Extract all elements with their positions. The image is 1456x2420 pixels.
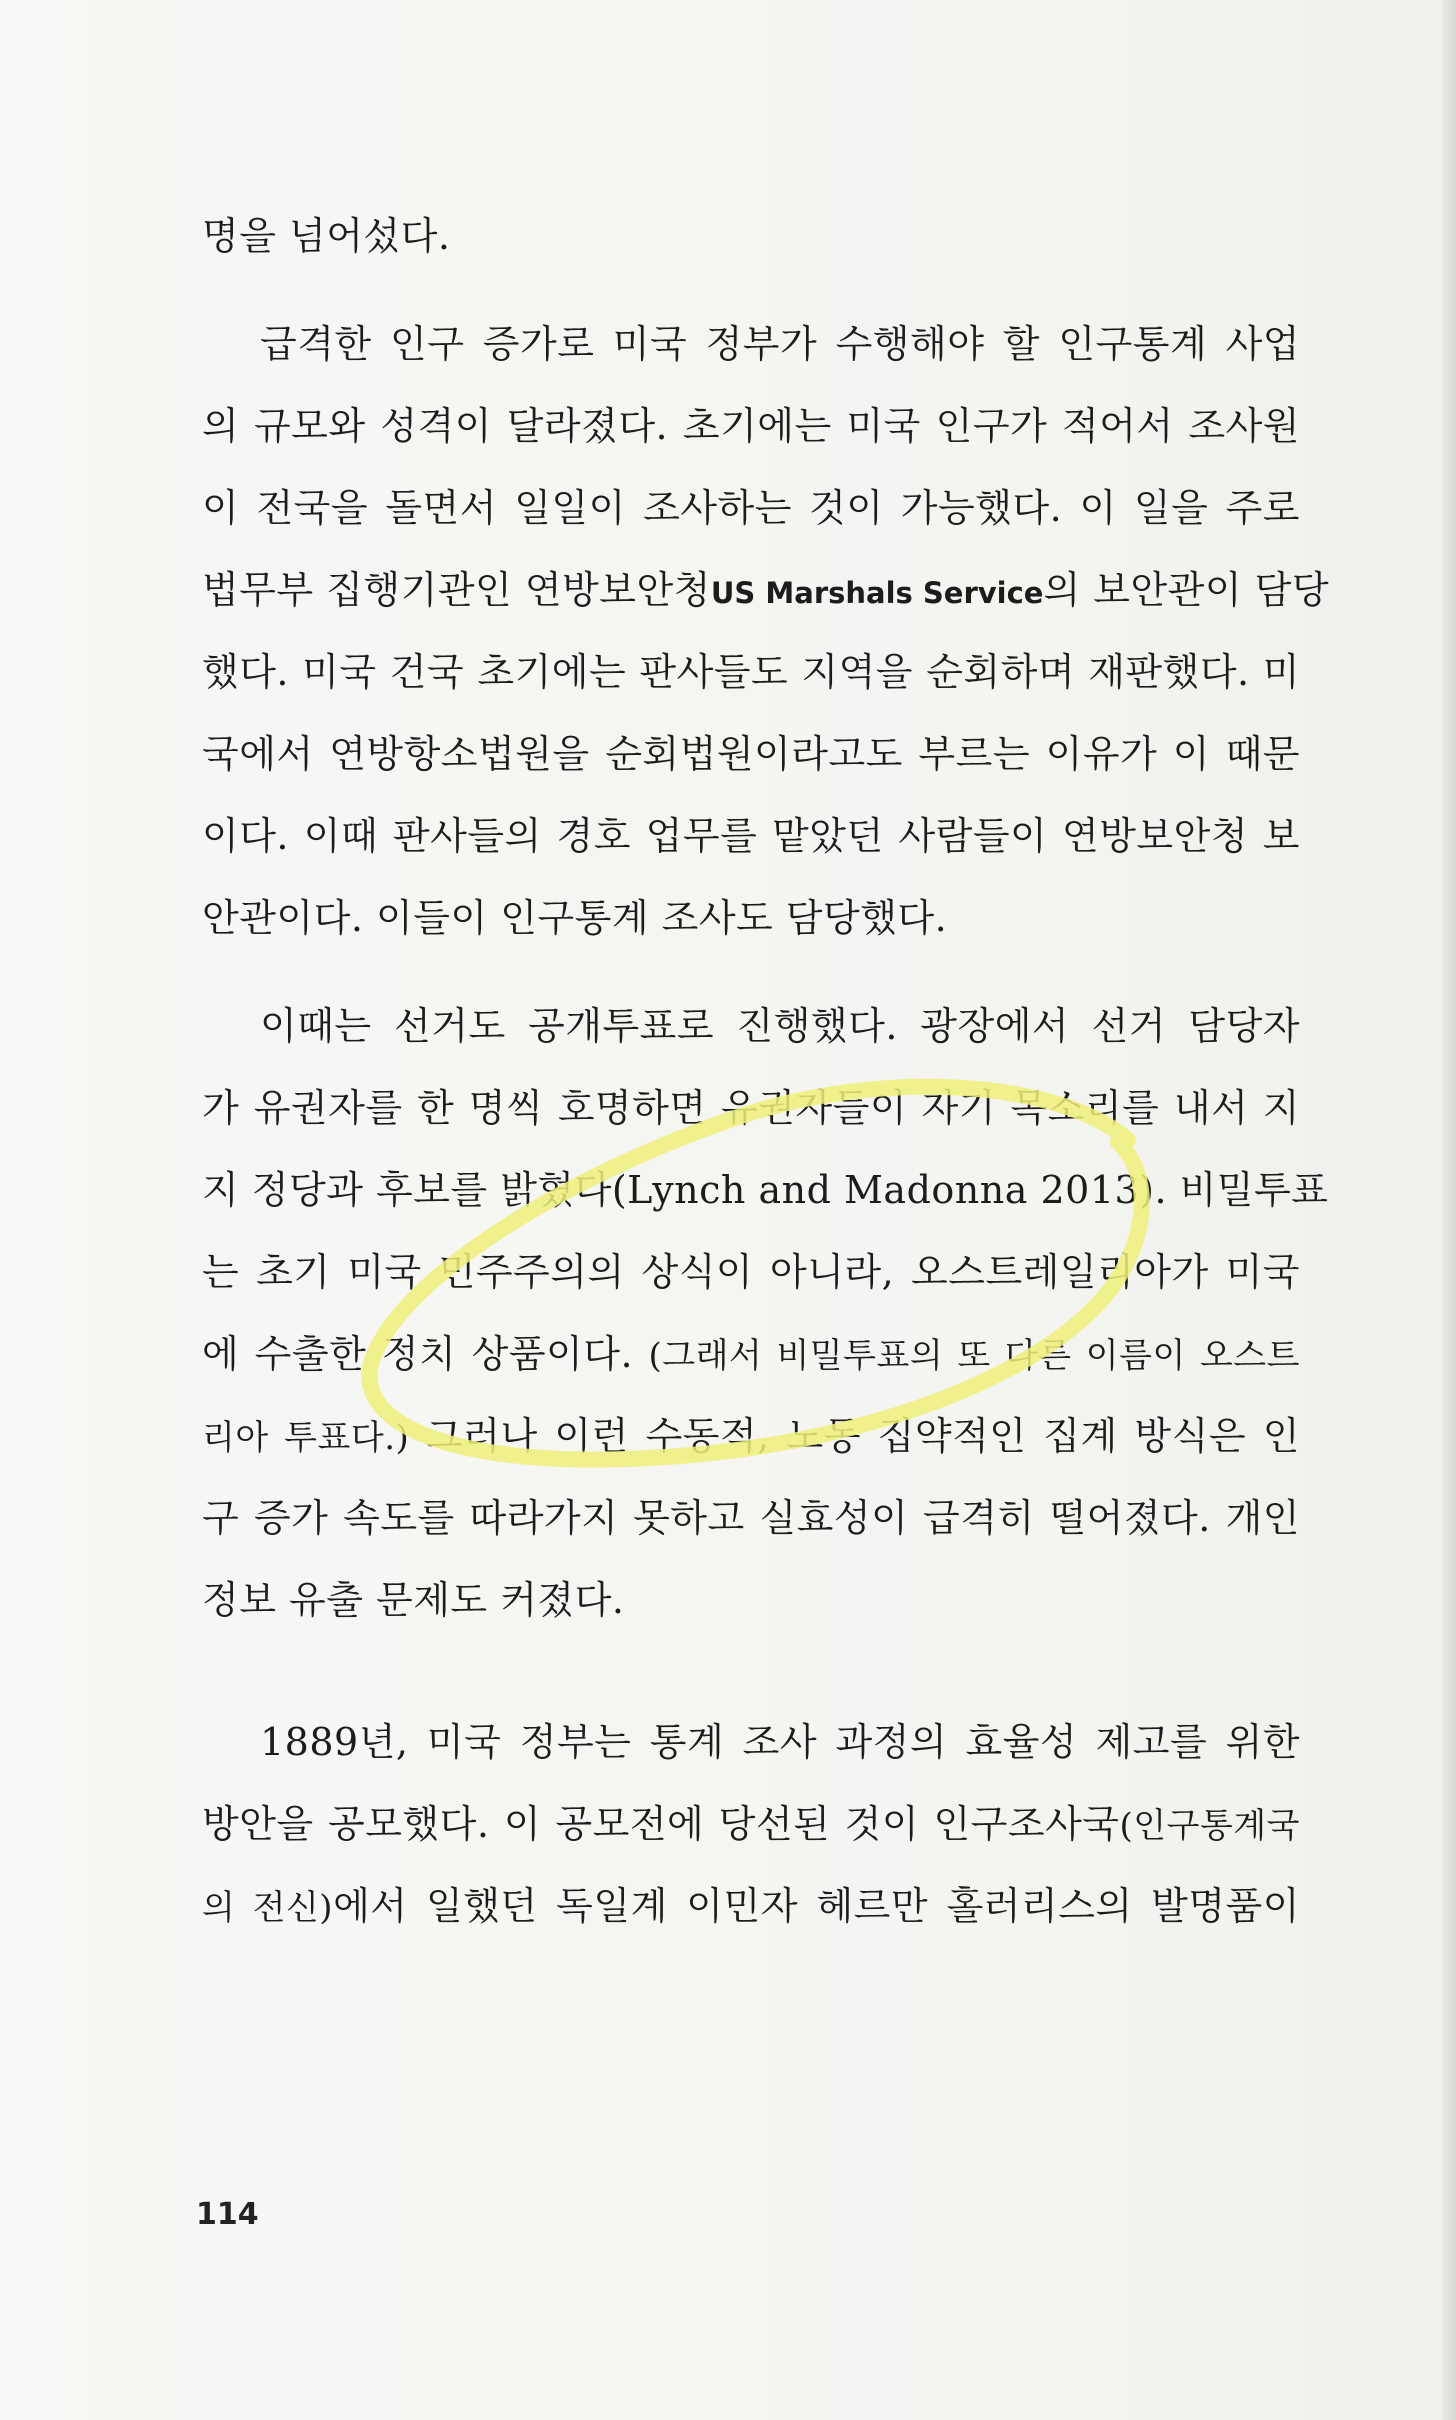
text-segment: 에 수출한 정치 상품이다. [202, 1332, 649, 1376]
text-line: 했다. 미국 건국 초기에는 판사들도 지역을 순회하며 재판했다. 미 [202, 650, 1300, 694]
body-text [202, 195, 1330, 1947]
text-line [202, 1783, 1300, 1865]
page-number: 114 [196, 2197, 259, 2232]
text-line [202, 1395, 1300, 1477]
text-line [202, 1313, 1300, 1395]
text-segment: 방안을 공모했다. 이 공모전에 당선된 것이 인구조사국 [202, 1802, 1120, 1846]
page-edge-shadow [1442, 0, 1456, 2420]
text-line: 이 전국을 돌면서 일일이 조사하는 것이 가능했다. 이 일을 주로 [202, 486, 1300, 530]
text-segment: 리아 투표다.) [202, 1418, 410, 1458]
text-line: 이때는 선거도 공개투표로 진행했다. 광장에서 선거 담당자 [260, 1004, 1300, 1048]
text-segment: 의 보안관이 담당 [1043, 568, 1330, 612]
text-segment: 그러나 이런 수동적, 노동 집약적인 집계 방식은 인 [409, 1414, 1301, 1458]
text-line [202, 1865, 1300, 1947]
paragraph-gap [202, 1641, 1300, 1701]
text-segment: 의 전신) [202, 1888, 334, 1928]
text-line: 안관이다. 이들이 인구통계 조사도 담당했다. [202, 896, 948, 940]
text-line: 1889년, 미국 정부는 통계 조사 과정의 효율성 제고를 위한 [260, 1720, 1300, 1764]
text-line: 급격한 인구 증가로 미국 정부가 수행해야 할 인구통계 사업 [260, 322, 1300, 366]
paragraph-gap [202, 277, 1300, 303]
text-line: 지 정당과 후보를 밝혔다(Lynch and Madonna 2013). 비밀투표 [202, 1168, 1329, 1212]
text-segment: (인구통계국 [1119, 1806, 1300, 1846]
text-line [202, 549, 1330, 631]
text-line: 정보 유출 문제도 커졌다. [202, 1578, 625, 1622]
text-line: 명을 넘어섰다. [202, 214, 451, 258]
text-line: 가 유권자를 한 명씩 호명하면 유권자들이 자기 목소리를 내서 지 [202, 1086, 1300, 1130]
text-segment: 에서 일했던 독일계 이민자 헤르만 홀러리스의 발명품이 [333, 1884, 1301, 1928]
text-line: 구 증가 속도를 따라가지 못하고 실효성이 급격히 떨어졌다. 개인 [202, 1496, 1300, 1540]
text-line: 의 규모와 성격이 달라졌다. 초기에는 미국 인구가 적어서 조사원 [202, 404, 1300, 448]
text-line: 국에서 연방항소법원을 순회법원이라고도 부르는 이유가 이 때문 [202, 732, 1300, 776]
text-segment: 법무부 집행기관인 연방보안청 [202, 568, 711, 612]
text-line: 는 초기 미국 민주주의의 상식이 아니라, 오스트레일리아가 미국 [202, 1250, 1300, 1294]
paragraph-gap [202, 959, 1300, 985]
text-line: 이다. 이때 판사들의 경호 업무를 맡았던 사람들이 연방보안청 보 [202, 814, 1300, 858]
text-segment: (그래서 비밀투표의 또 다른 이름이 오스트 [648, 1336, 1301, 1376]
english-term: US Marshals Service [710, 576, 1044, 610]
